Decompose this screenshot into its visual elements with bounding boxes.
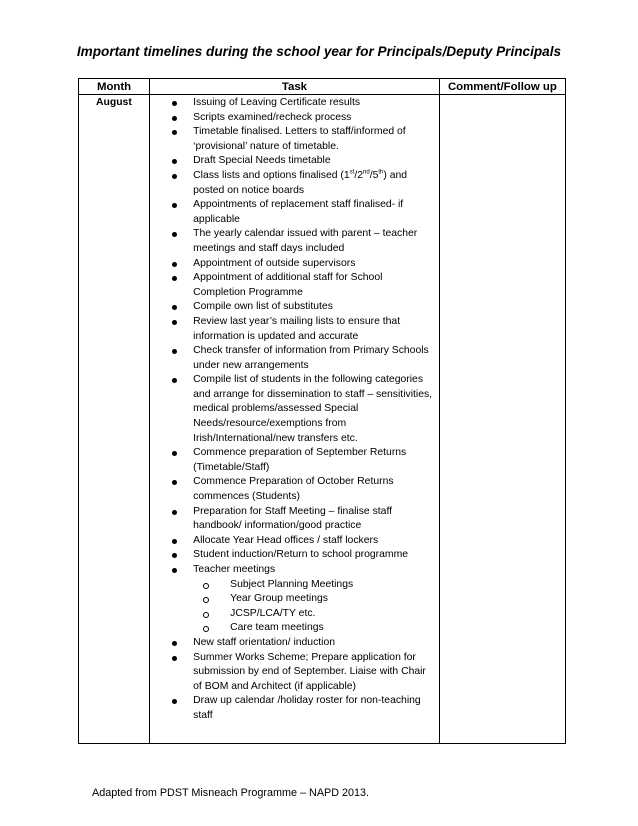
task-text: Appointments of replacement staff finalised- if applicable [193, 199, 404, 225]
sub-task-item [193, 621, 433, 636]
task-item [150, 198, 439, 227]
comment-cell [439, 95, 565, 744]
bullet-icon [172, 174, 177, 179]
task-item [150, 227, 439, 256]
bullet-icon [172, 101, 177, 106]
task-text: Preparation for Staff Meeting – finalise staff handbook/ information/good practice [193, 505, 393, 532]
task-text: Commence Preparation of October Returns commences (Students) [193, 476, 394, 503]
task-item [150, 534, 439, 549]
month-header: Month [79, 79, 150, 95]
task-item [150, 636, 439, 651]
task-text: Teacher meetings [193, 564, 276, 575]
bullet-icon [172, 641, 177, 646]
page-title: Important timelines during the school year for Principals/Deputy Principals [76, 44, 562, 59]
task-item [150, 344, 439, 373]
task-text: Class lists and options finalised (1st/2nd/5th) and posted on notice boards [193, 169, 408, 196]
bullet-icon [172, 510, 177, 515]
task-text: Check transfer of information from Primary Schools under new arrangements [193, 345, 429, 371]
sub-task-item [193, 607, 433, 622]
bullet-icon [172, 568, 177, 573]
bullet-icon [172, 656, 177, 661]
task-item [150, 271, 439, 300]
task-text: Allocate Year Head offices / staff lockers [193, 534, 379, 546]
bullet-icon [172, 320, 177, 325]
sub-task-list [193, 578, 433, 636]
footer-note: Adapted from PDST Misneach Programme – NAPD 2013. [92, 787, 370, 799]
task-text: Review last year’s mailing lists to ensure that information is updated and accurate [193, 315, 401, 342]
task-cell [150, 95, 440, 744]
task-text: Appointment of outside supervisors [193, 257, 356, 269]
bullet-icon [172, 116, 177, 121]
task-item [150, 505, 439, 534]
timeline-table [78, 78, 566, 744]
task-item [150, 154, 439, 169]
circle-bullet-icon [203, 612, 209, 618]
bullet-icon [172, 159, 177, 164]
task-text: Student induction/Return to school programme [193, 549, 409, 561]
task-text: The yearly calendar issued with parent – teacher meetings and staff days included [193, 228, 418, 254]
task-item [150, 475, 439, 504]
bullet-icon [172, 276, 177, 281]
task-item [150, 446, 439, 475]
circle-bullet-icon [203, 597, 209, 603]
table-header-row [79, 79, 566, 95]
circle-bullet-icon [203, 626, 209, 632]
task-text: Timetable finalised. Letters to staff/informed of ‘provisional’ nature of timetable. [193, 126, 406, 152]
bullet-icon [172, 378, 177, 383]
bullet-icon [172, 480, 177, 485]
comment-header: Comment/Follow up [439, 79, 565, 95]
task-header: Task [150, 79, 440, 95]
task-text: Summer Works Scheme; Prepare application for submission by end of September. Liaise with Chair of BOM and Architect (if applicable) [193, 651, 426, 692]
task-text: Scripts examined/recheck process [193, 111, 352, 123]
sub-task-text: Year Group meetings [230, 593, 328, 605]
task-item [150, 300, 439, 315]
task-item [150, 125, 439, 154]
sub-task-text: JCSP/LCA/TY etc. [230, 607, 316, 619]
task-item [150, 548, 439, 563]
task-item [150, 694, 439, 723]
sub-task-item [193, 578, 433, 593]
bullet-icon [172, 232, 177, 237]
task-text: Draft Special Needs timetable [193, 155, 331, 167]
bullet-icon [172, 262, 177, 267]
circle-bullet-icon [203, 583, 209, 589]
task-item [150, 169, 439, 198]
sub-task-text: Care team meetings [230, 622, 324, 634]
task-item [150, 373, 439, 446]
task-item [150, 563, 439, 636]
bullet-icon [172, 451, 177, 456]
task-item [150, 315, 439, 344]
task-text: Commence preparation of September Returns (Timetable/Staff) [193, 447, 407, 473]
bullet-icon [172, 699, 177, 704]
task-list [150, 95, 439, 724]
task-item [150, 651, 439, 695]
month-label: August [96, 97, 132, 108]
bullet-icon [172, 203, 177, 208]
task-text: Appointment of additional staff for School Completion Programme [193, 272, 383, 298]
sub-task-text: Subject Planning Meetings [230, 578, 354, 590]
task-text: Compile list of students in the following categories and arrange for dissemination to staff – sensitivities, medical problems/assessed Special Needs/resource/exemptions from Irish/International/new transfers etc. [193, 374, 433, 444]
task-text: Draw up calendar /holiday roster for non-teaching staff [193, 695, 421, 721]
task-text: New staff orientation/ induction [193, 636, 336, 648]
task-item [150, 96, 439, 111]
month-cell [79, 95, 150, 744]
bullet-icon [172, 130, 177, 135]
task-item [150, 111, 439, 126]
task-text: Issuing of Leaving Certificate results [193, 97, 361, 108]
task-text: Compile own list of substitutes [193, 301, 333, 313]
sub-task-item [193, 592, 433, 607]
bullet-icon [172, 349, 177, 354]
bullet-icon [172, 305, 177, 310]
table-row [79, 95, 566, 744]
bullet-icon [172, 553, 177, 558]
bullet-icon [172, 539, 177, 544]
task-item [150, 257, 439, 272]
